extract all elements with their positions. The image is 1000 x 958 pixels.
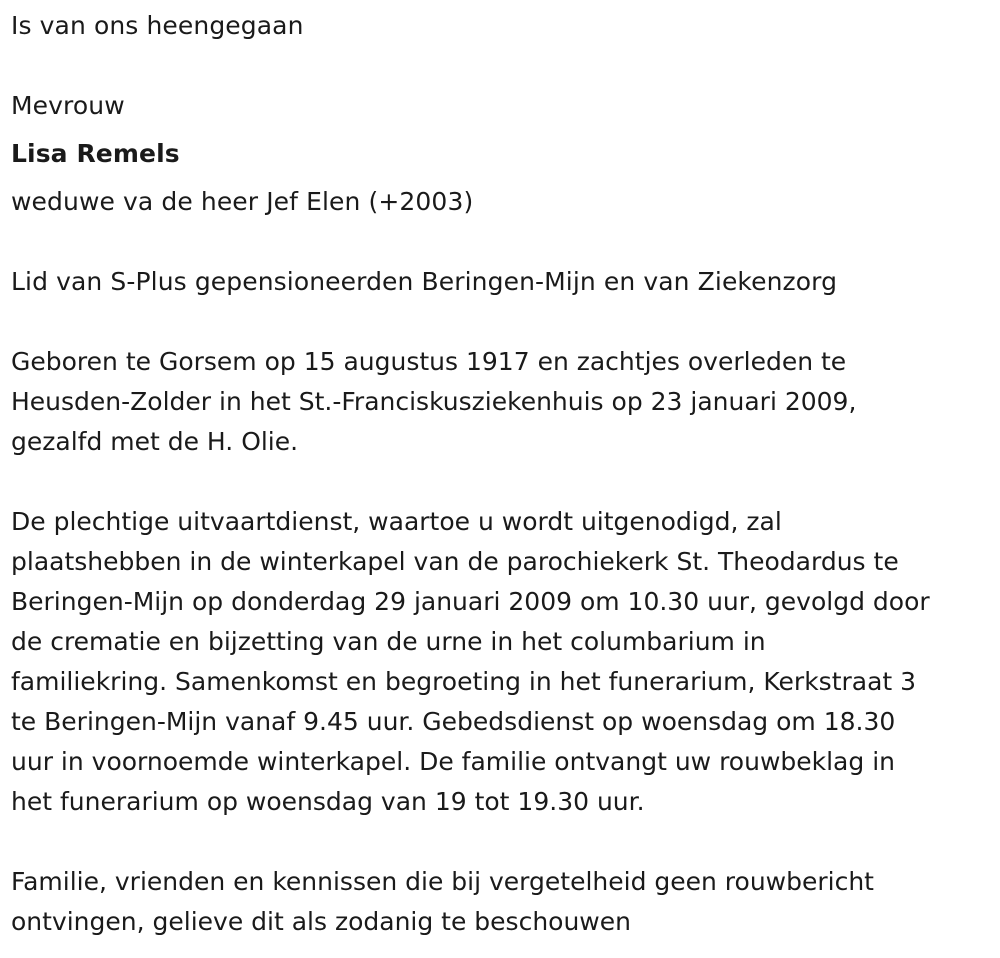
relation-line: weduwe va de heer Jef Elen (+2003): [11, 187, 474, 216]
spacer: [11, 822, 989, 862]
deceased-name: Lisa Remels: [11, 139, 180, 168]
paragraph-line: de crematie en bijzetting van de urne in het columbarium in: [11, 627, 766, 656]
spacer: [11, 462, 989, 502]
paragraph-line: familiekring. Samenkomst en begroeting in het funerarium, Kerkstraat 3: [11, 667, 917, 696]
funeral-paragraph: [11, 502, 989, 822]
paragraph-line: Familie, vrienden en kennissen die bij vergetelheid geen rouwbericht: [11, 867, 874, 896]
paragraph-line: te Beringen-Mijn vanaf 9.45 uur. Gebedsdienst op woensdag om 18.30: [11, 707, 896, 736]
spacer: [11, 46, 989, 86]
paragraph-line: Geboren te Gorsem op 15 augustus 1917 en zachtjes overleden te: [11, 347, 847, 376]
paragraph-line: Beringen-Mijn op donderdag 29 januari 2009 om 10.30 uur, gevolgd door: [11, 587, 930, 616]
paragraph-line: uur in voornoemde winterkapel. De familie ontvangt uw rouwbeklag in: [11, 747, 895, 776]
paragraph-line: gezalfd met de H. Olie.: [11, 427, 299, 456]
paragraph-line: ontvingen, gelieve dit als zodanig te beschouwen: [11, 907, 631, 936]
paragraph-line: het funerarium op woensdag van 19 tot 19.30 uur.: [11, 787, 645, 816]
paragraph-line: plaatshebben in de winterkapel van de parochiekerk St. Theodardus te: [11, 547, 899, 576]
paragraph-line: De plechtige uitvaartdienst, waartoe u wordt uitgenodigd, zal: [11, 507, 782, 536]
birth-death-paragraph: [11, 342, 989, 462]
membership-line: Lid van S-Plus gepensioneerden Beringen-Mijn en van Ziekenzorg: [11, 267, 838, 296]
closing-paragraph: [11, 862, 989, 942]
spacer: [11, 302, 989, 342]
salutation: Mevrouw: [11, 91, 125, 120]
paragraph-line: Heusden-Zolder in het St.-Franciskusziekenhuis op 23 januari 2009,: [11, 387, 857, 416]
intro-line: Is van ons heengegaan: [11, 11, 304, 40]
spacer: [11, 222, 989, 262]
